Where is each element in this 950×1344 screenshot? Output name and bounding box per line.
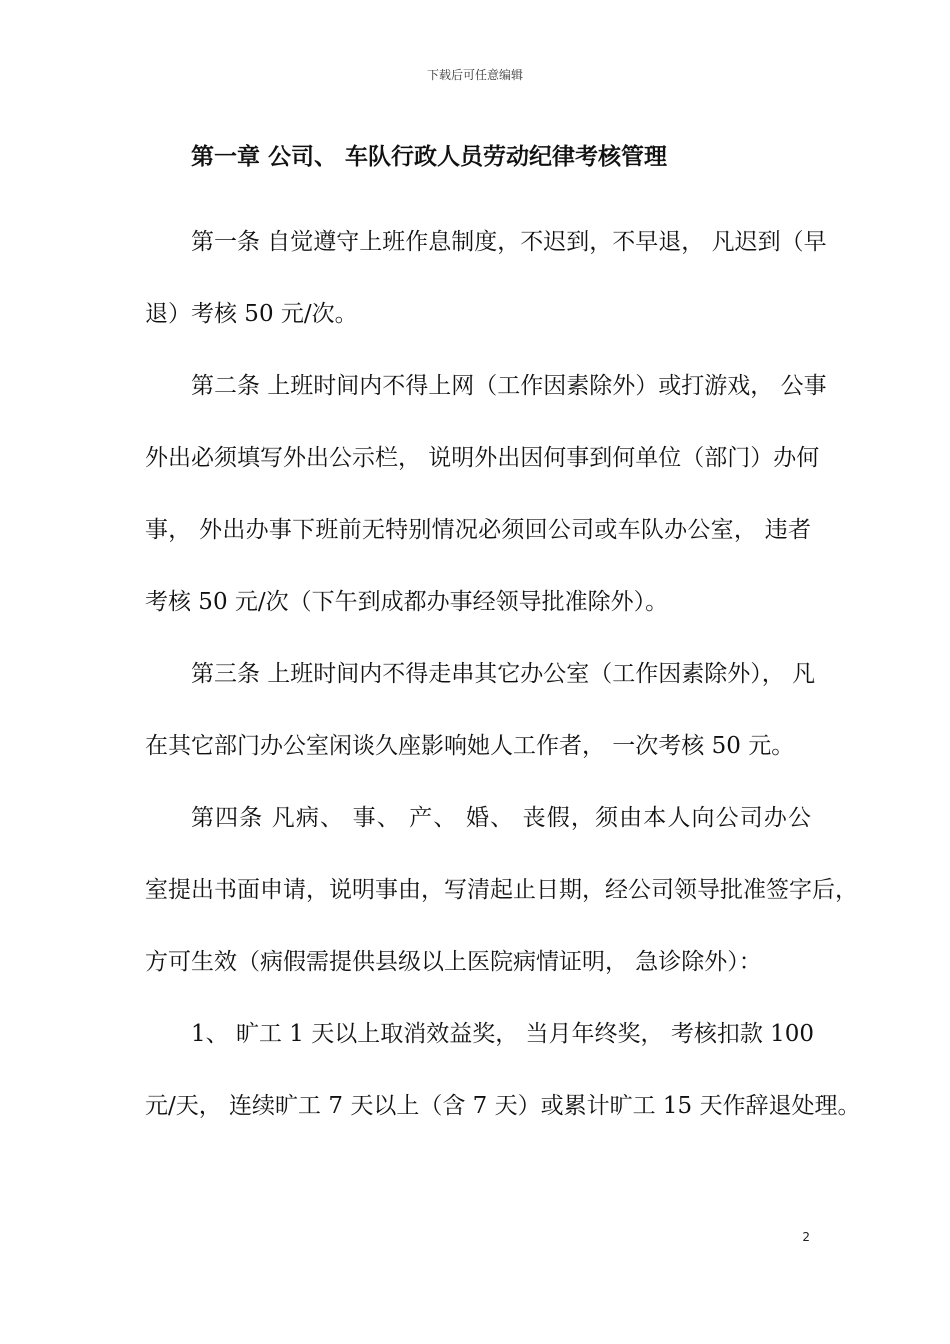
article-3-line-2: 在其它部门办公室闲谈久座影响她人工作者， 一次考核 50 元。: [145, 733, 795, 759]
article-3-line-1: 第三条 上班时间内不得走串其它办公室（工作因素除外）， 凡: [191, 661, 816, 687]
article-4-line-3: 方可生效（病假需提供县级以上医院病情证明， 急诊除外）：: [145, 949, 762, 975]
document-body: [145, 134, 861, 1142]
article-2-line-3: 事， 外出办事下班前无特别情况必须回公司或车队办公室， 违者: [145, 517, 811, 543]
article-2-line-2: 外出必须填写外出公示栏， 说明外出因何事到何单位（部门）办何: [145, 445, 820, 471]
chapter-title: 第一章 公司、 车队行政人员劳动纪律考核管理: [191, 144, 668, 170]
item-1-line-2: 元/天， 连续旷工 7 天以上（含 7 天）或累计旷工 15 天作辞退处理。: [145, 1093, 861, 1119]
article-2-line-1: 第二条 上班时间内不得上网（工作因素除外）或打游戏， 公事: [191, 373, 827, 399]
article-2-line-4: 考核 50 元/次（下午到成都办事经领导批准除外）。: [145, 589, 669, 615]
article-1-line-2: 退）考核 50 元/次。: [145, 301, 358, 327]
page-header: 下载后可任意编辑: [426, 68, 523, 82]
item-1-line-1: 1、 旷工 1 天以上取消效益奖， 当月年终奖， 考核扣款 100: [191, 1021, 815, 1047]
article-4-line-2: 室提出书面申请，说明事由，写清起止日期，经公司领导批准签字后，: [145, 877, 858, 903]
article-1-line-1: 第一条 自觉遵守上班作息制度，不迟到，不早退， 凡迟到（早: [191, 229, 827, 255]
article-4-line-1: 第四条 凡病、 事、 产、 婚、 丧假，须由本人向公司办公: [191, 805, 811, 831]
page-number: 2: [802, 1230, 810, 1244]
